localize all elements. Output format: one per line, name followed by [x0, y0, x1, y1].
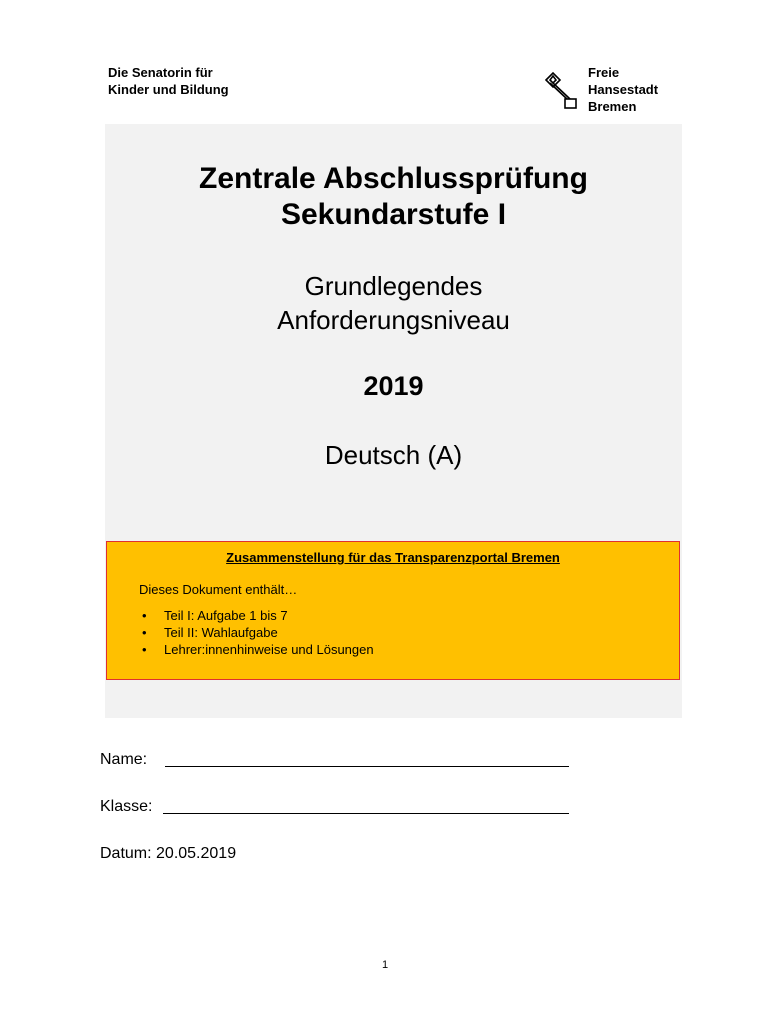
- notice-list: [139, 607, 374, 658]
- city-line-1: Freie: [588, 65, 620, 80]
- class-label: Klasse:: [100, 798, 153, 815]
- exam-year: 2019: [363, 371, 424, 401]
- notice-list-item: • Lehrer:innenhinweise und Lösungen: [139, 641, 374, 658]
- notice-list-item: • Teil II: Wahlaufgabe: [139, 624, 374, 641]
- notice-intro: Dieses Dokument enthält…: [139, 582, 298, 597]
- level-line-2: Anforderungsniveau: [277, 305, 510, 335]
- authority-header: [108, 64, 229, 98]
- name-label: Name:: [100, 751, 148, 768]
- page-number: 1: [381, 959, 389, 971]
- class-field-line[interactable]: [163, 813, 569, 814]
- exam-subject: Deutsch (A): [324, 440, 463, 470]
- bremen-key-icon: [545, 72, 585, 112]
- city-line-2: Hansestadt: [588, 82, 659, 97]
- exam-title: [105, 161, 682, 233]
- date-text: Datum: 20.05.2019: [100, 845, 237, 862]
- name-field-line[interactable]: [165, 766, 569, 767]
- notice-list-item: • Teil I: Aufgabe 1 bis 7: [139, 607, 374, 624]
- city-header: [588, 64, 658, 115]
- level-line-1: Grundlegendes: [304, 271, 483, 301]
- exam-title-line-2: Sekundarstufe I: [280, 198, 507, 231]
- authority-line-1: Die Senatorin für: [108, 65, 213, 80]
- notice-title: Zusammenstellung für das Transparenzportal Bremen: [226, 550, 560, 565]
- transparency-notice: [106, 541, 680, 680]
- authority-line-2: Kinder und Bildung: [108, 82, 229, 97]
- exam-title-line-1: Zentrale Abschlussprüfung: [199, 162, 588, 195]
- level-title: [105, 269, 682, 337]
- city-line-3: Bremen: [588, 99, 637, 114]
